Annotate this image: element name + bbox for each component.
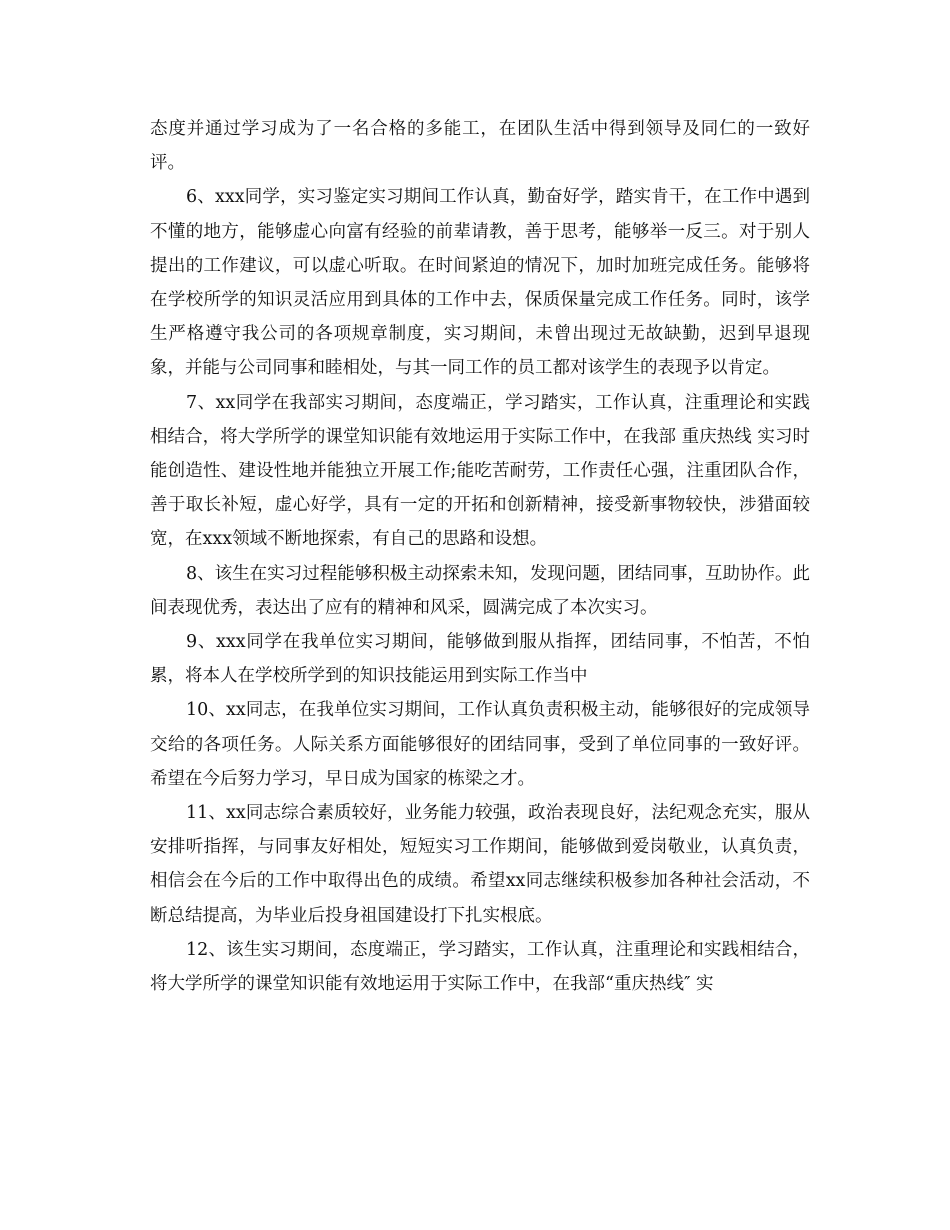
paragraph-continuation: 态度并通过学习成为了一名合格的多能工，在团队生活中得到领导及同仁的一致好评。 [150,119,810,174]
paragraph-item-11: 11、xx同志综合素质较好，业务能力较强，政治表现良好，法纪观念充实，服从安排听指挥，与同事友好相处，短短实习工作期间，能够做到爱岗敬业，认真负责，相信会在今后的工作中取得出色的成绩。希望xx同志继续积极参加各种社会活动，不断总结提高，为毕业后投身祖国建设打下扎实根底。 [150,803,810,926]
paragraph-item-7: 7、xx同学在我部实习期间，态度端正，学习踏实，工作认真，注重理论和实践相结合，将大学所学的课堂知识能有效地运用于实际工作中，在我部 重庆热线 实习时能创造性、建设性地并能独立开展工作;能吃苦耐劳，工作责任心强，注重团队合作，善于取长补短，虚心好学，具有一定的开拓和创新精神，接受新事物较快，涉猎面较宽，在xxx领域不断地探索，有自己的思路和设想。 [150,392,810,550]
document-body [150,112,810,1001]
paragraph-item-6: 6、xxx同学，实习鉴定实习期间工作认真，勤奋好学，踏实肯干，在工作中遇到不懂的地方，能够虚心向富有经验的前辈请教，善于思考，能够举一反三。对于别人提出的工作建议，可以虚心听取。在时间紧迫的情况下，加时加班完成任务。能够将在学校所学的知识灵活应用到具体的工作中去，保质保量完成工作任务。同时，该学生严格遵守我公司的各项规章制度，实习期间，未曾出现过无故缺勤，迟到早退现象，并能与公司同事和睦相处，与其一同工作的员工都对该学生的表现予以肯定。 [150,187,810,379]
paragraph-item-8: 8、该生在实习过程能够积极主动探索未知，发现问题，团结同事，互助协作。此间表现优秀，表达出了应有的精神和风采，圆满完成了本次实习。 [150,563,810,618]
paragraph-item-10: 10、xx同志，在我单位实习期间，工作认真负责积极主动，能够很好的完成领导交给的各项任务。人际关系方面能够很好的团结同事，受到了单位同事的一致好评。希望在今后努力学习，早日成为国家的栋梁之才。 [150,700,810,789]
paragraph-item-9: 9、xxx同学在我单位实习期间，能够做到服从指挥，团结同事，不怕苦，不怕累，将本人在学校所学到的知识技能运用到实际工作当中 [150,632,810,687]
paragraph-item-12: 12、该生实习期间，态度端正，学习踏实，工作认真，注重理论和实践相结合，将大学所学的课堂知识能有效地运用于实际工作中，在我部“重庆热线″ 实 [150,939,810,995]
